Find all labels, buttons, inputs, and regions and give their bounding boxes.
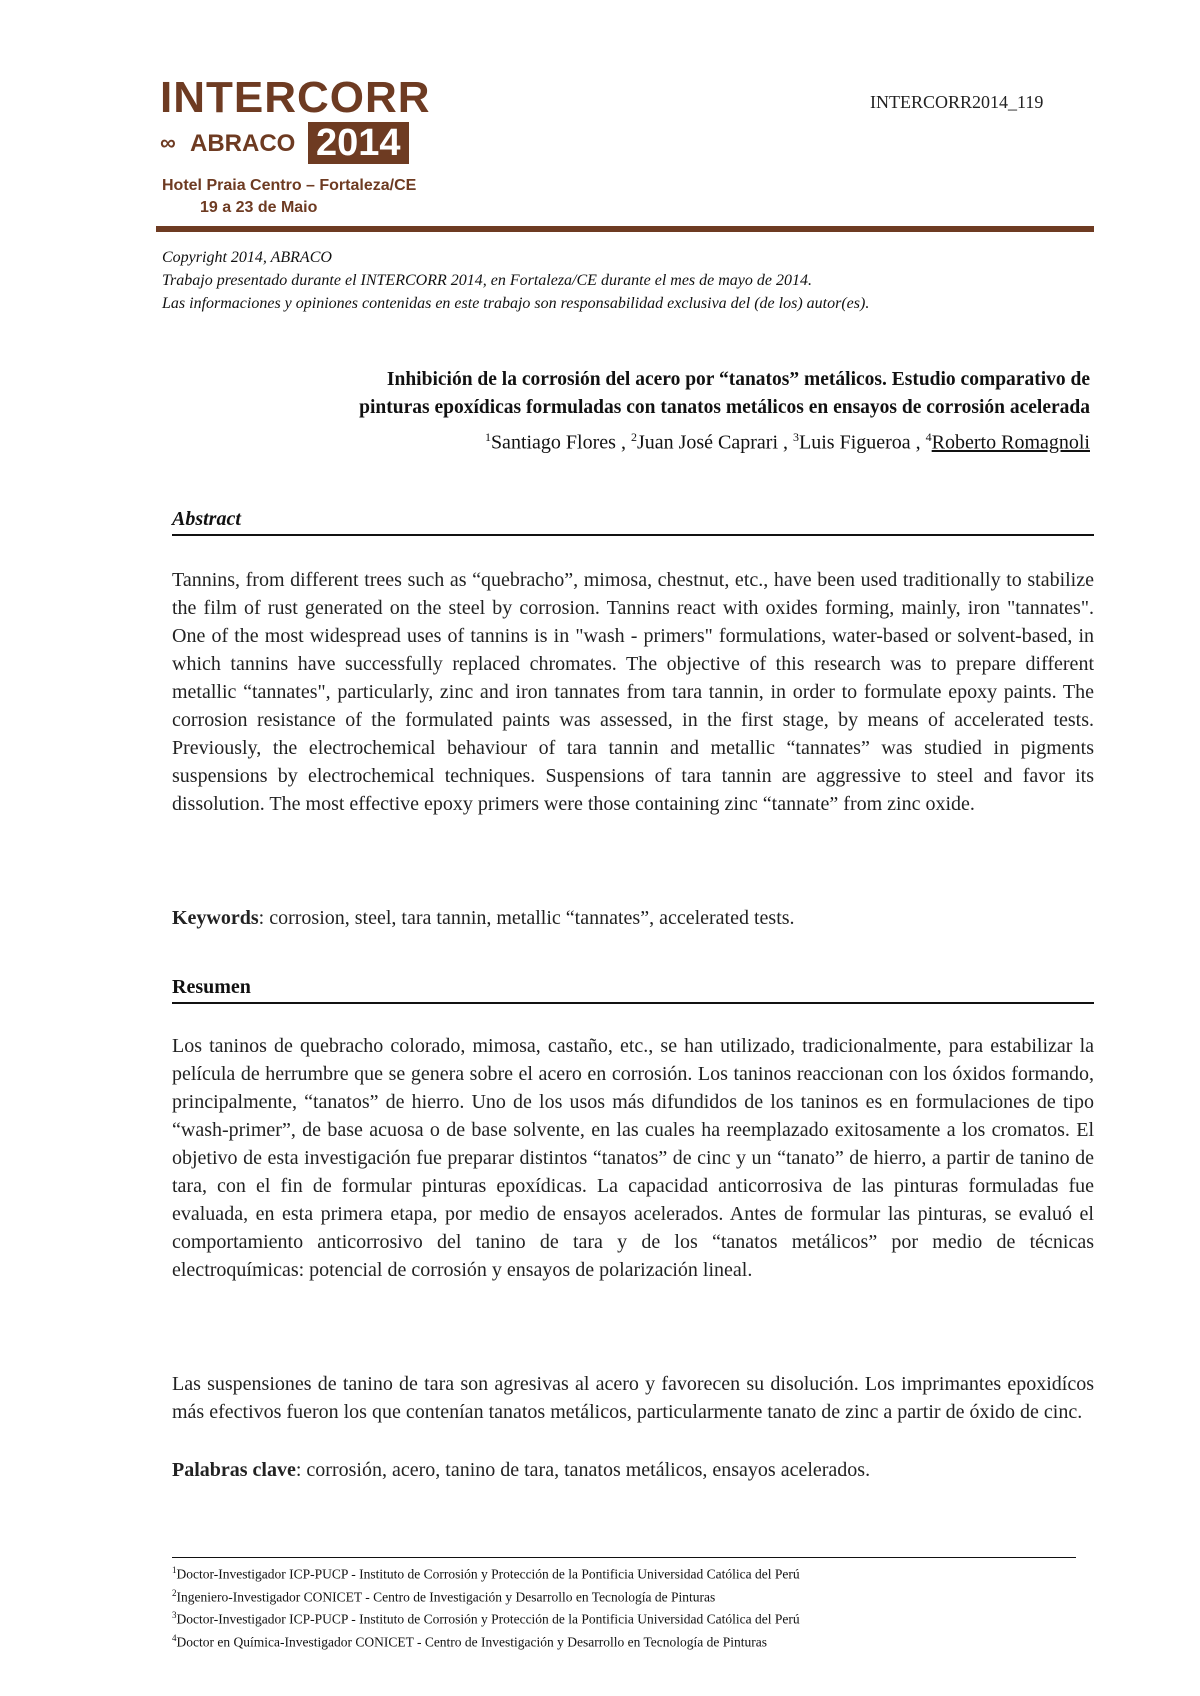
footnote-item (172, 1606, 1092, 1629)
header-divider (156, 226, 1094, 232)
logo-venue: Hotel Praia Centro – Fortaleza/CE (162, 177, 417, 194)
footnote-item (172, 1561, 1092, 1584)
author-name: Santiago Flores (490, 431, 616, 454)
paper-id: INTERCORR2014_119 (870, 92, 1044, 112)
footnote-divider (172, 1557, 1076, 1558)
palabras-clave-line (172, 1456, 1094, 1484)
abraco-logo-icon: ∞ (160, 130, 176, 155)
presentation-line: Trabajo presentado durante el INTERCORR 2014, en Fortaleza/CE durante el mes de mayo de 2014. (162, 272, 813, 289)
abstract-paragraph: Tannins, from different trees such as “quebracho”, mimosa, chestnut, etc., have been used traditionally to stabilize the film of rust generated on the steel by corrosion. Tannins react with oxides forming, mainly, iron "tannates". One of the most widespread uses of tannins is in "wash - primers" formulations, water-based or solvent-based, in which tannins have successfully replaced chromates. The objective of this research was to prepare different metallic “tannates", particularly, zinc and iron tannates from tara tannin, in order to formulate epoxy paints. The corrosion resistance of the formulated paints was assessed, in the first stage, by means of accelerated tests. Previously, the electrochemical behaviour of tara tannin and metallic “tannates” was studied in pigments suspensions by electrochemical techniques. Suspensions of tara tannin are aggressive to steel and favor its dissolution. The most effective epoxy primers were those containing zinc “tannate” from zinc oxide. (172, 569, 1094, 815)
keywords-values: : corrosion, steel, tara tannin, metallic “tannates”, accelerated tests. (258, 907, 795, 929)
logo-dates: 19 a 23 de Maio (200, 199, 318, 216)
author-sup: 2 (630, 430, 637, 444)
logo-abraco-text: ABRACO (190, 130, 296, 157)
resumen-paragraph-1: Los taninos de quebracho colorado, mimosa, castaño, etc., se han utilizado, tradicionalmente, para estabilizar la película de herrumbre que se genera sobre el acero en corrosión. Los taninos reaccionan con los óxidos formando, principalmente, “tanatos” de hierro. Uno de los usos más difundidos de los taninos es en formulaciones de tipo “wash-primer”, de base acuosa o de base solvente, en las cuales ha reemplazado exitosamente a los cromatos. El objetivo de esta investigación fue preparar distintos “tanatos” de cinc y un “tanato” de hierro, a partir de tanino de tara, con el fin de formular pinturas epoxídicas. La capacidad anticorrosiva de las pinturas formuladas fue evaluada, en esta primera etapa, por medio de ensayos acelerados. Antes de formular las pinturas, se evaluó el comportamiento anticorrosivo del tanino de tara y de los “tanatos metálicos” por medio de técnicas electroquímicas: potencial de corrosión y ensayos de polarización lineal. (172, 1035, 1094, 1281)
footnotes (172, 1561, 1092, 1651)
palabras-clave-values: : corrosión, acero, tanino de tara, tanatos metálicos, ensayos acelerados. (295, 1459, 871, 1481)
footnote-sup: 4 (172, 1632, 177, 1643)
resumen-heading: Resumen (172, 974, 1094, 1004)
author-name: Luis Figueroa (799, 431, 911, 454)
corresponding-author-name: Roberto Romagnoli (931, 431, 1090, 454)
footnote-item (172, 1584, 1092, 1607)
footnote-sup: 2 (172, 1587, 177, 1598)
footnote-text: Doctor en Química-Investigador CONICET - Centro de Investigación y Desarrollo en Tecnología de Pinturas (176, 1634, 768, 1649)
footnote-text: Doctor-Investigador ICP-PUCP - Instituto de Corrosión y Protección de la Pontificia Universidad Católica del Perú (176, 1566, 800, 1582)
logo-abraco-row (160, 120, 450, 164)
disclaimer-line: Las informaciones y opiniones contenidas en este trabajo son responsabilidad exclusiva del (de los) autor(es). (162, 295, 870, 312)
palabras-clave-label: Palabras clave (172, 1459, 296, 1481)
conference-logo (160, 74, 460, 224)
title-line-1: Inhibición de la corrosión del acero por “tanatos” metálicos. Estudio comparativo de (386, 369, 1090, 390)
resumen-paragraph-2: Las suspensiones de tanino de tara son agresivas al acero y favorecen su disolución. Los imprimantes epoxidícos más efectivos fueron los que contenían tanatos metálicos, particularmente tanato de zinc a partir de óxido de cinc. (172, 1373, 1094, 1423)
author-sup: 3 (793, 430, 800, 444)
logo-intercorr-text: INTERCORR (160, 73, 431, 122)
keywords-label: Keywords (172, 907, 259, 929)
copyright-line: Copyright 2014, ABRACO (162, 249, 332, 266)
paper-title (160, 366, 1090, 422)
author-list: $^1$Santiago Flores , $^2$Juan José Caprari , $^3$Luis Figueroa , $^4$Roberto Romagnoli (484, 430, 1090, 454)
logo-year: 2014 (308, 122, 409, 164)
author-name: Juan José Caprari (636, 431, 779, 454)
footnote-text: Doctor-Investigador ICP-PUCP - Instituto de Corrosión y Protección de la Pontificia Universidad Católica del Perú (176, 1611, 800, 1627)
footnote-text: Ingeniero-Investigador CONICET - Centro de Investigación y Desarrollo en Tecnología de Pinturas (176, 1589, 716, 1604)
footnote-sup: 3 (172, 1610, 177, 1620)
abstract-heading: Abstract (172, 506, 1094, 536)
title-line-2: pinturas epoxídicas formuladas con tanatos metálicos en ensayos de corrosión acelerada (359, 397, 1090, 418)
copyright-notice (162, 246, 1092, 315)
author-sup: 1 (484, 430, 491, 444)
footnote-item (172, 1629, 1092, 1652)
keywords-line (172, 904, 1094, 932)
author-sup: 4 (925, 430, 932, 444)
footnote-sup: 1 (172, 1565, 177, 1575)
